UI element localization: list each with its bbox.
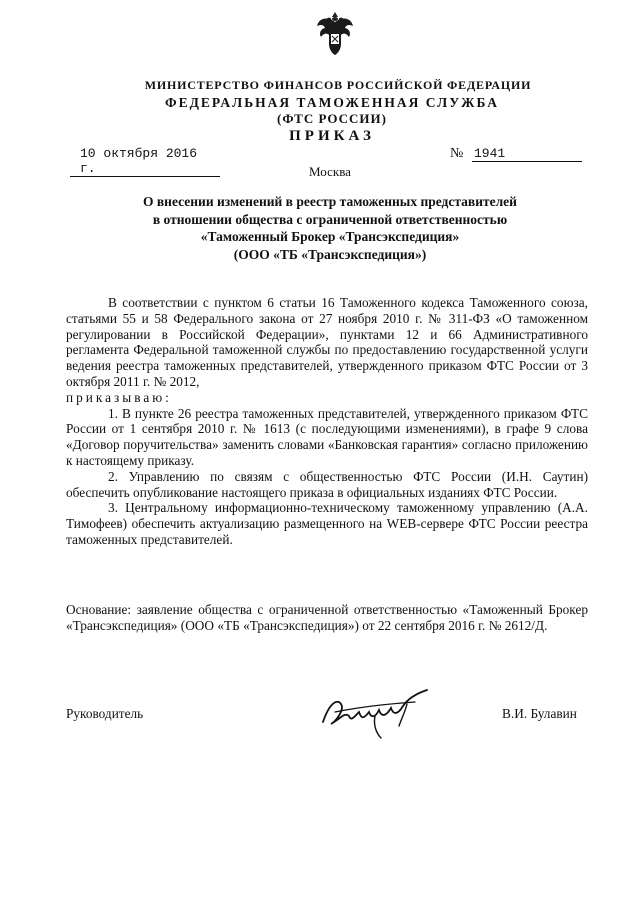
signatory-position: Руководитель bbox=[66, 706, 144, 721]
title-line: О внесении изменений в реестр таможенных представителей bbox=[143, 194, 517, 209]
signatory-name: В.И. Булавин bbox=[502, 706, 577, 721]
order-word-line bbox=[66, 390, 588, 406]
order-number-value: 1941 bbox=[474, 146, 506, 161]
order-number bbox=[472, 146, 582, 162]
item-3: 3. Центральному информационно-техническому таможенному управлению (А.А. Тимофеев) обеспечить актуализацию размещенного на WEB-сервере ФТС России реестра таможенных представителей. bbox=[66, 500, 588, 547]
item-2: 2. Управлению по связям с общественностью ФТС России (И.Н. Саутин) обеспечить опубликование настоящего приказа в официальных изданиях ФТС России. bbox=[66, 468, 588, 500]
city: Москва bbox=[309, 164, 351, 179]
order-date: 10 октября 2016 г. bbox=[70, 146, 220, 177]
title-line: «Таможенный Брокер «Трансэкспедиция» bbox=[200, 229, 460, 244]
document-type: ПРИКАЗ bbox=[289, 128, 375, 144]
handwritten-signature bbox=[315, 682, 455, 742]
order-body bbox=[66, 295, 588, 548]
title-line: в отношении общества с ограниченной ответственностью bbox=[152, 211, 508, 227]
item-1: 1. В пункте 26 реестра таможенных представителей, утвержденного приказом ФТС России от 1 сентября 2010 г. № 1613 (с последующими изменениями), в графе 9 слова «Договор поручительства» заменить словами «Банковская гарантия» согласно приложению к настоящему приказу. bbox=[66, 405, 588, 468]
ministry-name: МИНИСТЕРСТВО ФИНАНСОВ РОССИЙСКОЙ ФЕДЕРАЦИИ bbox=[144, 78, 532, 92]
service-abbreviation: (ФТС РОССИИ) bbox=[277, 111, 387, 126]
service-name: ФЕДЕРАЛЬНАЯ ТАМОЖЕННАЯ СЛУЖБА bbox=[165, 95, 499, 110]
order-word: приказываю: bbox=[66, 389, 172, 405]
number-sign: № bbox=[450, 146, 464, 161]
basis-paragraph: Основание: заявление общества с ограниченной ответственностью «Таможенный Брокер «Трансэкспедиция» (ООО «ТБ «Трансэкспедиция») от 22 сентября 2016 г. № 2612/Д. bbox=[66, 602, 588, 633]
title-line: (ООО «ТБ «Трансэкспедиция») bbox=[233, 246, 427, 262]
coat-of-arms-icon bbox=[315, 8, 355, 58]
intro-paragraph: В соответствии с пунктом 6 статьи 16 Таможенного кодекса Таможенного союза, статьями 55 и 58 Федерального закона от 27 ноября 2010 г. № 311-ФЗ «О таможенном регулировании в Российской Федерации», пунктами 12 и 66 Административного регламента Федеральной таможенной службы по предоставлению государственной услуги ведения реестра таможенных представителей, утвержденного приказом ФТС России от 3 октября 2011 г. № 2012, bbox=[66, 295, 588, 389]
order-title bbox=[100, 193, 560, 263]
